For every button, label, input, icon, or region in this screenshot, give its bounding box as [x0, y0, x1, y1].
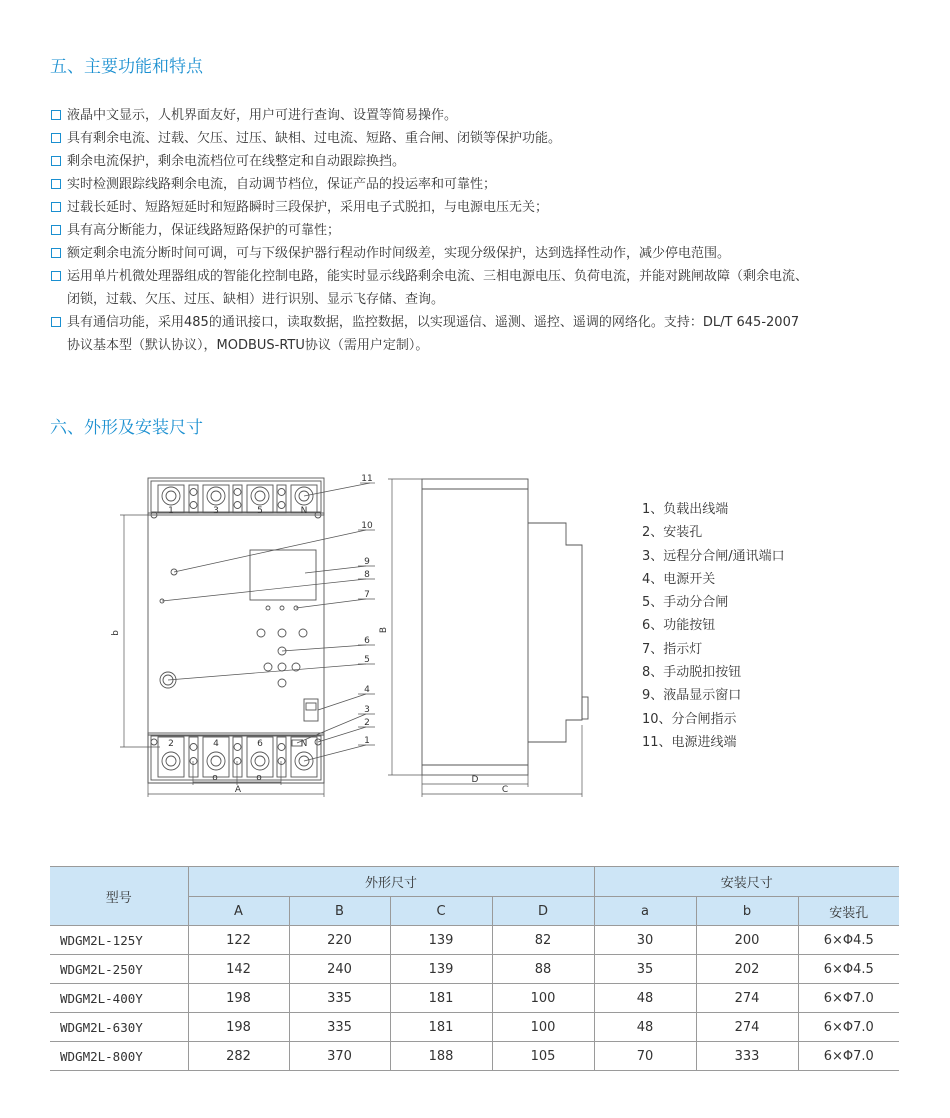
value-cell: 139 — [390, 955, 492, 984]
model-cell: WDGM2L-630Y — [50, 1013, 188, 1042]
header-outline: 外形尺寸 — [188, 867, 594, 897]
callout-number: 4 — [364, 685, 370, 695]
header-install: 安装尺寸 — [594, 867, 899, 897]
value-cell: 142 — [188, 955, 289, 984]
feature-list — [50, 104, 920, 357]
feature-text: 剩余电流保护，剩余电流档位可在线整定和自动跟踪换挡。 — [67, 154, 406, 169]
header-model: 型号 — [50, 867, 188, 926]
value-cell: 100 — [492, 984, 594, 1013]
callout-number: 11 — [361, 474, 373, 484]
value-cell: 370 — [289, 1042, 390, 1071]
feature-text: 液晶中文显示，人机界面友好，用户可进行查询、设置等简易操作。 — [67, 108, 458, 123]
checkbox-icon — [51, 110, 61, 120]
legend-item: 5、手动分合闸 — [642, 595, 729, 611]
callout-number: 7 — [364, 590, 370, 600]
value-cell: 139 — [390, 926, 492, 955]
value-cell: 82 — [492, 926, 594, 955]
dim-label-b: b — [111, 630, 121, 636]
callout-numbers — [361, 474, 373, 746]
header-C: C — [390, 897, 492, 926]
dimension-table — [50, 866, 899, 1071]
feature-item — [50, 219, 920, 242]
model-cell: WDGM2L-125Y — [50, 926, 188, 955]
header-D: D — [492, 897, 594, 926]
dim-label-a: o — [256, 773, 262, 783]
value-cell: 88 — [492, 955, 594, 984]
value-cell: 202 — [696, 955, 798, 984]
terminal-label: 2 — [168, 739, 174, 749]
table-row — [50, 984, 899, 1013]
terminal-label: 3 — [213, 506, 219, 516]
side-dimensions — [388, 479, 582, 797]
checkbox-icon — [51, 317, 61, 327]
table-row — [50, 926, 899, 955]
drawing-legend — [642, 498, 785, 754]
feature-item — [50, 173, 920, 196]
legend-item: 10、分合闸指示 — [642, 711, 737, 727]
value-cell: 70 — [594, 1042, 696, 1071]
callout-number: 6 — [364, 636, 370, 646]
terminal-label: N — [300, 506, 308, 516]
feature-item — [50, 127, 920, 150]
legend-item: 2、安装孔 — [642, 525, 703, 541]
feature-item — [50, 265, 920, 311]
feature-text: 具有剩余电流、过载、欠压、过压、缺相、过电流、短路、重合闸、闭锁等保护功能。 — [67, 131, 562, 146]
dimension-drawing — [100, 465, 620, 805]
model-cell: WDGM2L-800Y — [50, 1042, 188, 1071]
value-cell: 188 — [390, 1042, 492, 1071]
header-a: a — [594, 897, 696, 926]
legend-item: 9、液晶显示窗口 — [642, 688, 742, 704]
value-cell: 6×Φ7.0 — [798, 984, 899, 1013]
value-cell: 274 — [696, 1013, 798, 1042]
value-cell: 200 — [696, 926, 798, 955]
value-cell: 48 — [594, 1013, 696, 1042]
value-cell: 105 — [492, 1042, 594, 1071]
section-5-title: 五、主要功能和特点 — [50, 57, 203, 77]
feature-item — [50, 104, 920, 127]
table-row — [50, 1042, 899, 1071]
dim-label-B: B — [379, 626, 389, 634]
value-cell: 198 — [188, 984, 289, 1013]
feature-text: 运用单片机微处理器组成的智能化控制电路，能实时显示线路剩余电流、三相电源电压、负荷电流，并能对跳闸故障（剩余电流、 闭锁，过载、欠压、过压、缺相）进行识别、显示飞存储、查询。 — [67, 269, 809, 307]
model-cell: WDGM2L-400Y — [50, 984, 188, 1013]
legend-item: 1、负载出线端 — [642, 502, 729, 517]
model-cell: WDGM2L-250Y — [50, 955, 188, 984]
front-dimension-labels — [111, 630, 262, 795]
value-cell: 181 — [390, 1013, 492, 1042]
feature-text: 具有高分断能力，保证线路短路保护的可靠性； — [67, 223, 341, 238]
header-A: A — [188, 897, 289, 926]
callout-number: 3 — [364, 705, 370, 715]
checkbox-icon — [51, 179, 61, 189]
checkbox-icon — [51, 133, 61, 143]
terminal-label: 4 — [213, 739, 219, 749]
header-hole: 安装孔 — [798, 897, 899, 926]
value-cell: 335 — [289, 984, 390, 1013]
value-cell: 220 — [289, 926, 390, 955]
value-cell: 335 — [289, 1013, 390, 1042]
table-row — [50, 1013, 899, 1042]
value-cell: 6×Φ7.0 — [798, 1013, 899, 1042]
callout-number: 8 — [364, 570, 370, 580]
dim-label-a: o — [212, 773, 218, 783]
callout-number: 9 — [364, 557, 370, 567]
value-cell: 100 — [492, 1013, 594, 1042]
feature-text: 具有通信功能，采用485的通讯接口，读取数据，监控数据，以实现遥信、遥测、遥控、遥调的网络化。支持：DL/T 645-2007 协议基本型（默认协议），MODBUS-RTU协议（需用户定制）。 — [67, 315, 800, 353]
value-cell: 333 — [696, 1042, 798, 1071]
feature-text: 额定剩余电流分断时间可调，可与下级保护器行程动作时间级差，实现分级保护，达到选择性动作，减少停电范围。 — [67, 246, 731, 261]
value-cell: 122 — [188, 926, 289, 955]
dim-label-D: D — [471, 775, 479, 785]
feature-text: 过载长延时、短路短延时和短路瞬时三段保护，采用电子式脱扣，与电源电压无关； — [67, 200, 549, 215]
feature-text: 实时检测跟踪线路剩余电流，自动调节档位，保证产品的投运率和可靠性； — [67, 177, 497, 192]
terminal-label: 6 — [257, 739, 263, 749]
checkbox-icon — [51, 156, 61, 166]
callout-number: 5 — [364, 655, 370, 665]
value-cell: 48 — [594, 984, 696, 1013]
legend-item: 3、远程分合闸/通讯端口 — [642, 548, 785, 564]
value-cell: 6×Φ7.0 — [798, 1042, 899, 1071]
side-dimension-labels — [379, 627, 508, 795]
header-B: B — [289, 897, 390, 926]
callout-number: 10 — [361, 521, 373, 531]
terminal-labels — [168, 506, 307, 749]
value-cell: 282 — [188, 1042, 289, 1071]
dim-label-A: A — [234, 785, 242, 795]
value-cell: 181 — [390, 984, 492, 1013]
legend-item: 4、电源开关 — [642, 571, 716, 587]
value-cell: 240 — [289, 955, 390, 984]
checkbox-icon — [51, 225, 61, 235]
callout-leaders — [162, 483, 375, 761]
checkbox-icon — [51, 248, 61, 258]
terminal-label: 1 — [168, 506, 174, 516]
table-body — [50, 926, 899, 1071]
value-cell: 198 — [188, 1013, 289, 1042]
checkbox-icon — [51, 271, 61, 281]
section-6-title: 六、外形及安装尺寸 — [50, 418, 203, 438]
value-cell: 6×Φ4.5 — [798, 955, 899, 984]
feature-item — [50, 311, 920, 357]
terminal-label: 5 — [257, 506, 263, 516]
feature-item — [50, 196, 920, 219]
table-row — [50, 955, 899, 984]
value-cell: 6×Φ4.5 — [798, 926, 899, 955]
feature-item — [50, 242, 920, 265]
value-cell: 35 — [594, 955, 696, 984]
header-b: b — [696, 897, 798, 926]
legend-item: 11、电源进线端 — [642, 734, 737, 750]
value-cell: 274 — [696, 984, 798, 1013]
feature-item — [50, 150, 920, 173]
callout-number: 2 — [364, 718, 370, 728]
dim-label-C: C — [501, 785, 509, 795]
value-cell: 30 — [594, 926, 696, 955]
legend-item: 6、功能按钮 — [642, 618, 716, 634]
front-view — [148, 478, 324, 783]
legend-item: 8、手动脱扣按钮 — [642, 665, 742, 681]
terminal-label: N — [300, 739, 308, 749]
side-view — [422, 479, 588, 775]
checkbox-icon — [51, 202, 61, 212]
legend-item: 7、指示灯 — [642, 641, 703, 657]
callout-number: 1 — [364, 736, 370, 746]
